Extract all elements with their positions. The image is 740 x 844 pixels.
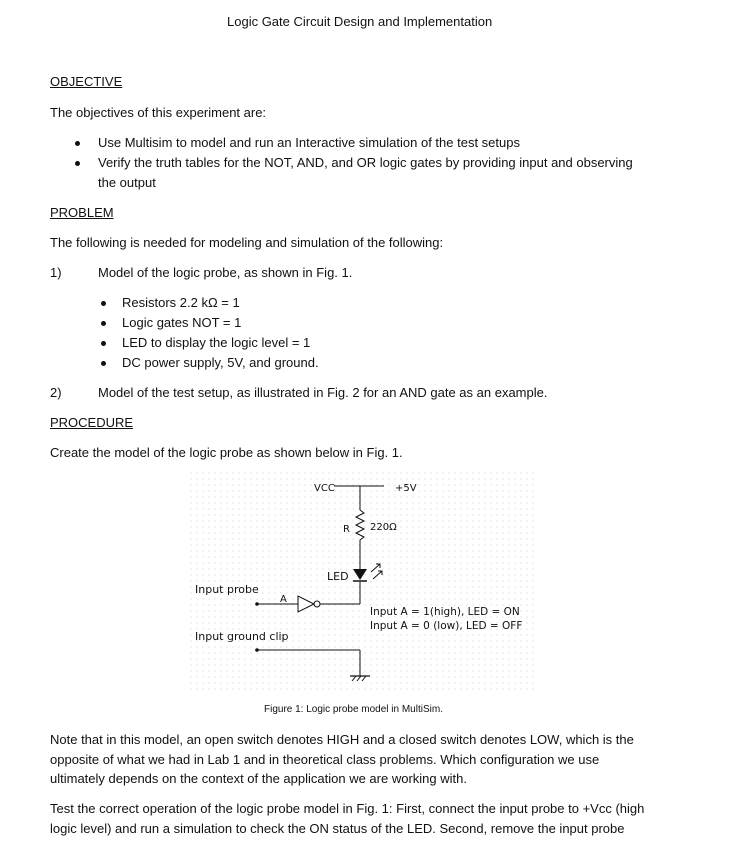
- objective-bullet-1: Use Multisim to model and run an Interactive simulation of the test setups: [98, 135, 520, 150]
- vcc-label: VCC: [314, 483, 335, 494]
- objective-bullet-2: Verify the truth tables for the NOT, AND, and OR logic gates by providing input and observing: [98, 155, 633, 170]
- resistor-value: 220Ω: [370, 522, 397, 533]
- procedure-heading: PROCEDURE: [50, 415, 134, 430]
- note-line: Note that in this model, an open switch denotes HIGH and a closed switch denotes LOW, which is the: [50, 732, 634, 747]
- test-line: Test the correct operation of the logic probe model in Fig. 1: First, connect the input probe to +Vcc (high: [50, 801, 645, 816]
- test-paragraph: [50, 799, 710, 838]
- truth-line-high: Input A = 1(high), LED = ON: [370, 606, 520, 618]
- resistor-label: R: [343, 524, 350, 535]
- part-not-gate: Logic gates NOT = 1: [122, 315, 242, 330]
- note-line: ultimately depends on the context of the application we are working with.: [50, 771, 467, 786]
- objective-intro: The objectives of this experiment are:: [50, 105, 267, 120]
- problem-item-2-number: 2): [50, 385, 62, 400]
- note-line: opposite of what we had in Lab 1 and in theoretical class problems. Which configuration we use: [50, 751, 600, 767]
- input-ground-label: Input ground clip: [195, 630, 289, 643]
- problem-heading: PROBLEM: [50, 205, 114, 220]
- note-paragraph: [50, 730, 700, 789]
- part-led: LED to display the logic level = 1: [122, 335, 311, 350]
- figure-caption: Figure 1: Logic probe model in MultiSim.: [264, 704, 443, 715]
- node-a-label: A: [280, 594, 287, 605]
- bullet-dot: [75, 161, 80, 166]
- document-title: Logic Gate Circuit Design and Implementation: [227, 14, 493, 29]
- bullet-dot: [101, 341, 106, 346]
- part-resistor: Resistors 2.2 kΩ = 1: [122, 295, 240, 310]
- procedure-intro: Create the model of the logic probe as shown below in Fig. 1.: [50, 445, 403, 460]
- objective-heading: OBJECTIVE: [50, 74, 123, 89]
- problem-intro: The following is needed for modeling and simulation of the following:: [50, 235, 444, 250]
- objective-bullet-2-cont: the output: [98, 175, 156, 190]
- problem-item-1-text: Model of the logic probe, as shown in Fig. 1.: [98, 265, 353, 280]
- logic-probe-figure: [190, 472, 535, 690]
- test-line: logic level) and run a simulation to check the ON status of the LED. Second, remove the input probe: [50, 820, 625, 836]
- bullet-dot: [101, 361, 106, 366]
- led-label: LED: [327, 570, 349, 583]
- input-probe-label: Input probe: [195, 583, 259, 596]
- supply-label: +5V: [395, 483, 417, 494]
- problem-item-1-number: 1): [50, 265, 62, 280]
- problem-item-2-text: Model of the test setup, as illustrated in Fig. 2 for an AND gate as an example.: [98, 385, 548, 400]
- logic-probe-schematic: [190, 472, 535, 690]
- bullet-dot: [101, 321, 106, 326]
- bullet-dot: [75, 141, 80, 146]
- part-power-supply: DC power supply, 5V, and ground.: [122, 355, 319, 370]
- bullet-dot: [101, 301, 106, 306]
- truth-line-low: Input A = 0 (low), LED = OFF: [370, 620, 523, 632]
